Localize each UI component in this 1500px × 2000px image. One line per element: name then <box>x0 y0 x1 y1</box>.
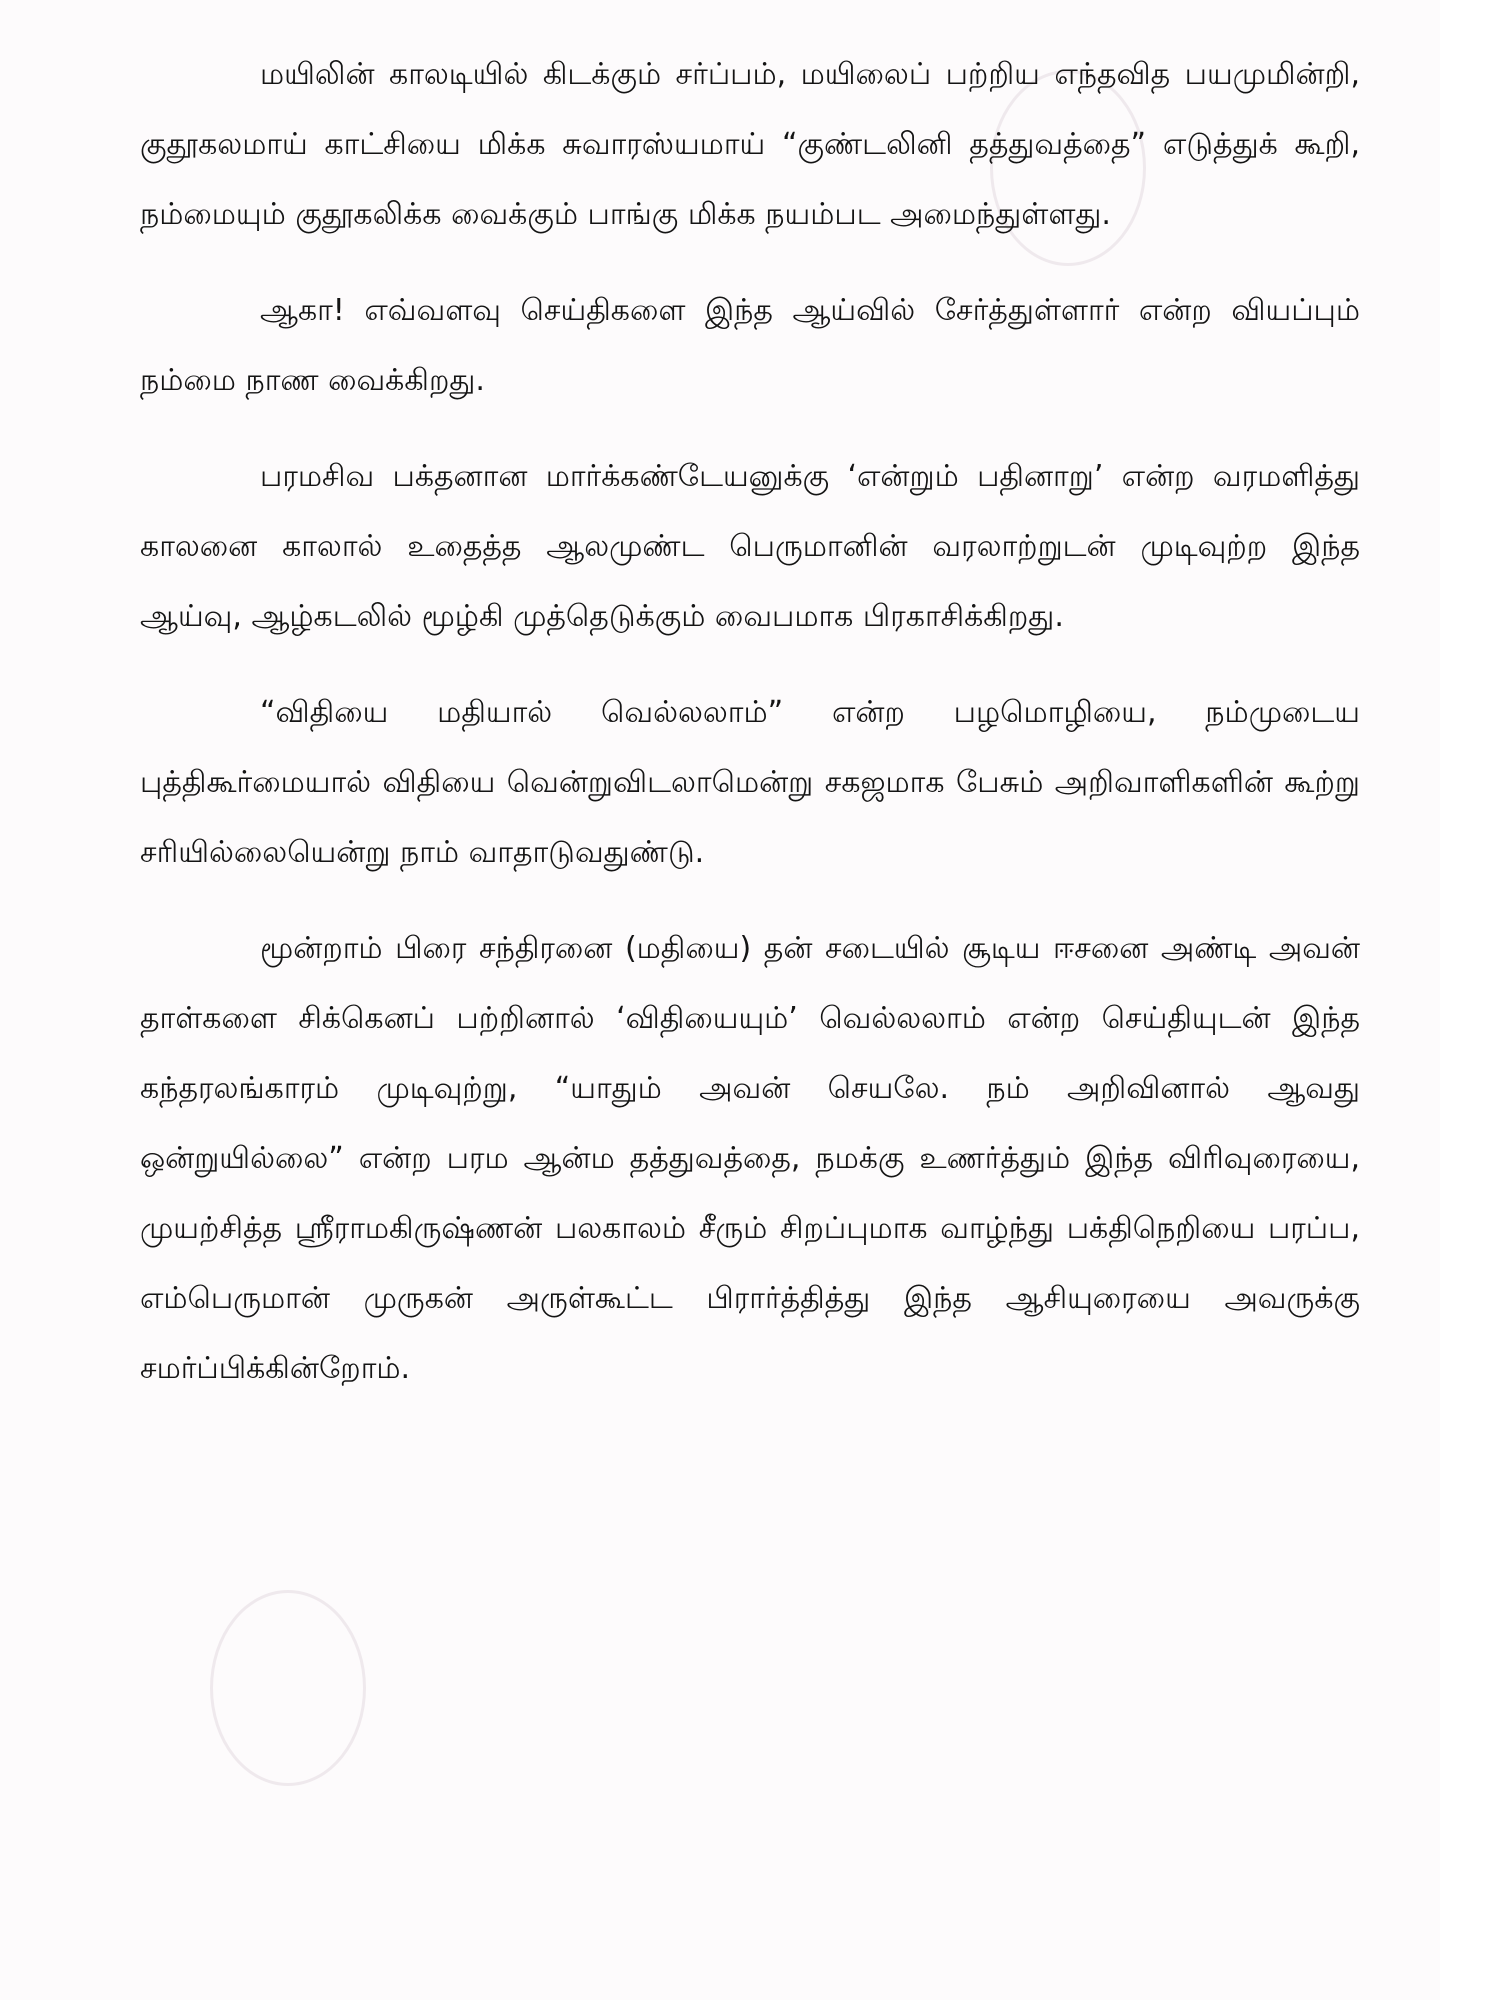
document-body <box>140 40 1360 1404</box>
paragraph: மயிலின் காலடியில் கிடக்கும் சர்ப்பம், மயிலைப் பற்றிய எந்தவித பயமுமின்றி, குதூகலமாய் காட்சியை மிக்க சுவாரஸ்யமாய் “குண்டலினி தத்துவத்தை” எடுத்துக் கூறி, நம்மையும் குதூகலிக்க வைக்கும் பாங்கு மிக்க நயம்பட அமைந்துள்ளது. <box>140 57 1360 232</box>
scan-margin <box>1440 0 1500 2000</box>
paragraph: ஆகா! எவ்வளவு செய்திகளை இந்த ஆய்வில் சேர்த்துள்ளார் என்ற வியப்பும் நம்மை நாண வைக்கிறது. <box>140 293 1360 398</box>
bleed-through-emblem <box>210 1590 366 1786</box>
paragraph: மூன்றாம் பிரை சந்திரனை (மதியை) தன் சடையில் சூடிய ஈசனை அண்டி அவன் தாள்களை சிக்கெனப் பற்றினால் ‘விதியையும்’ வெல்லலாம் என்ற செய்தியுடன் இந்த கந்தரலங்காரம் முடிவுற்று, “யாதும் அவன் செயலே. நம் அறிவினால் ஆவது ஒன்றுயில்லை” என்ற பரம ஆன்ம தத்துவத்தை, நமக்கு உணர்த்தும் இந்த விரிவுரையை, முயற்சித்த ஸ்ரீராமகிருஷ்ணன் பலகாலம் சீரும் சிறப்புமாக வாழ்ந்து பக்திநெறியை பரப்ப, எம்பெருமான் முருகன் அருள்கூட்ட பிரார்த்தித்து இந்த ஆசியுரையை அவருக்கு சமர்ப்பிக்கின்றோம். <box>140 931 1360 1386</box>
paragraph: பரமசிவ பக்தனான மார்க்கண்டேயனுக்கு ‘என்றும் பதினாறு’ என்ற வரமளித்து காலனை காலால் உதைத்த ஆலமுண்ட பெருமானின் வரலாற்றுடன் முடிவுற்ற இந்த ஆய்வு, ஆழ்கடலில் மூழ்கி முத்தெடுக்கும் வைபமாக பிரகாசிக்கிறது. <box>140 459 1360 634</box>
paragraph: “விதியை மதியால் வெல்லலாம்” என்ற பழமொழியை, நம்முடைய புத்திகூர்மையால் விதியை வென்றுவிடலாமென்று சகஜமாக பேசும் அறிவாளிகளின் கூற்று சரியில்லையென்று நாம் வாதாடுவதுண்டு. <box>140 695 1360 870</box>
